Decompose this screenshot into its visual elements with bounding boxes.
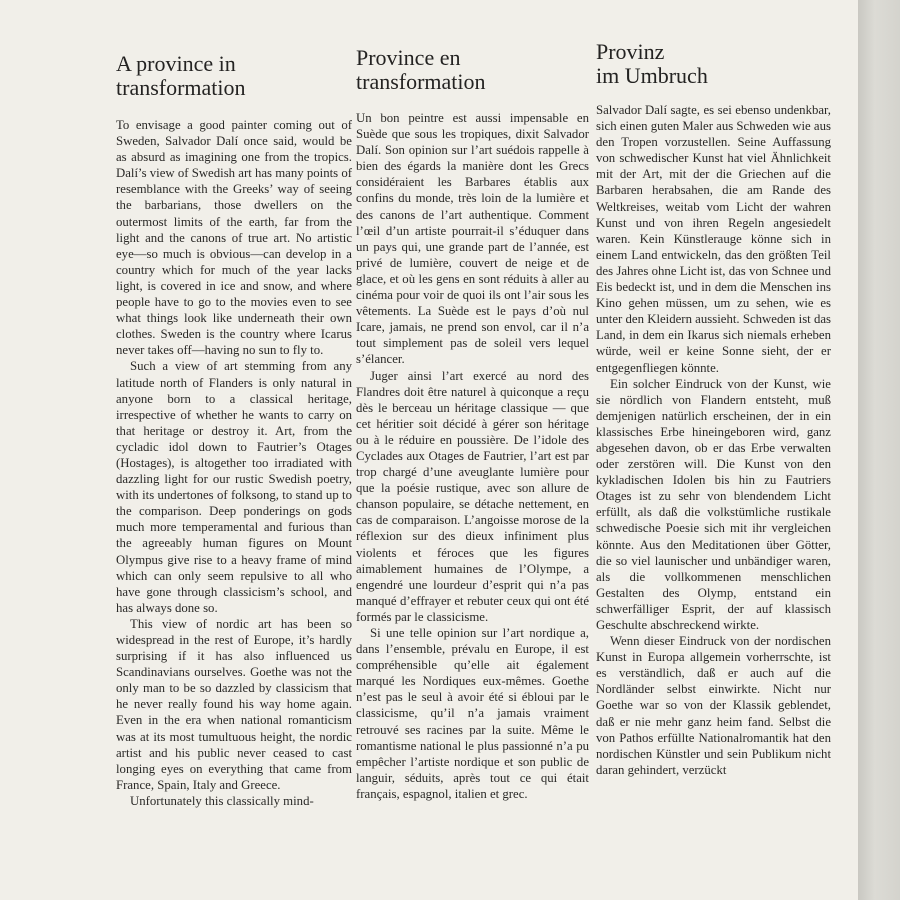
english-heading <box>116 52 352 100</box>
german-paragraph-1: Salvador Dalí sagte, es sei ebenso undenkbar, sich einen guten Maler aus Schweden wie aus den Tropen vorzustellen. Seine Auffassung von schwedischer Kunst hat viel Ähnlichkeit mit der Art, mit der die Griechen auf die Barbaren herabsahen, die am Rande des Weltkreises, weitab vom Licht der wahren Kunst und von ihren Regeln angesiedelt waren. Kein Künstlerauge könne sich in einem Land entwickeln, das den größten Teil des Jahres ohne Licht ist, das von Schnee und Eis bedeckt ist, und in dem die Menschen ins Kino gehen müssen, um zu sehen, wie es unter den Kleidern aussieht. Schweden ist das Land, in dem ein Ikarus sich niemals erheben würde, weil er keine Sonne sieht, der er entgegenfliegen könnte. <box>596 103 831 375</box>
german-paragraph-2: Ein solcher Eindruck von der Kunst, wie sie nördlich von Flandern entsteht, muß demjenigen natürlich erscheinen, der in ein klassisches Erbe hineingeboren wird, ganz abgesehen davon, ob er das Erbe verwalten oder zerstören will. Die Kunst von den kykladischen Idolen bis hin zu Fautriers Otages ist zu sehr von blendendem Licht erfüllt, als daß die volkstümliche rustikale schwedische Poesie sich mit ihr vergleichen könnte. Aus den Meditationen über Götter, die so viel launischer und unbändiger waren, als die vollkommenen menschlichen Gestalten des Olymp, entstand ein schwerfälliger Esprit, der auf klassisch Geschulte abschreckend wirkte. <box>596 376 831 632</box>
french-column <box>356 40 589 801</box>
english-paragraph-3: This view of nordic art has been so widespread in the rest of Europe, it’s hardly surprising if it has also influenced us Scandinavians ourselves. Goethe was not the only man to be so dazzled by classicism that he never really found his way home again. Even in the era when national romanticism was at its most tumultuous height, the nordic artist and his public never ceased to cast longing eyes on everything that came from France, Spain, Italy and Greece. <box>116 616 352 792</box>
french-heading-line1: Province en <box>356 45 461 70</box>
english-heading-line1: A province in <box>116 51 236 76</box>
german-column <box>596 39 831 777</box>
english-paragraph-1: To envisage a good painter coming out of Sweden, Salvador Dalí once said, would be as absurd as imagining one from the tropics. Dalí’s view of Swedish art has many points of resemblance with the Greeks’ way of seeing the barbarians, those dwellers on the outermost limits of the earth, far from the light and the canons of true art. No artistic eye—so much is obvious—can develop in a country which for much of the year lacks light, is covered in ice and snow, and where people have to go to the movies even to see what things look like underneath their own clothes. Sweden is the country where Icarus never takes off—having no sun to fly to. <box>116 118 352 358</box>
english-body <box>116 117 352 809</box>
english-paragraph-4: Unfortunately this classically mind- <box>130 793 314 808</box>
english-column <box>116 40 352 808</box>
page-edge <box>858 0 900 900</box>
french-paragraph-3: Si une telle opinion sur l’art nordique a, dans l’ensemble, prévalu en Europe, il est compréhensible qu’elle ait également marqué les Nordiques eux-mêmes. Goethe n’est pas le seul à avoir été si ébloui par le classicisme, qu’il n’a jamais vraiment retrouvé ses racines par la suite. Même le romantisme national le plus passionné n’a pu empêcher l’artiste nordique et son public de languir, séduits, après tout ce qui était français, espagnol, italien et grec. <box>356 626 589 801</box>
german-paragraph-3: Wenn dieser Eindruck von der nordischen Kunst in Europa allgemein vorherrschte, ist es verständlich, daß er auch auf die Nordländer selbst einwirkte. Nicht nur Goethe war so von der Klassik geblendet, daß er nie mehr ganz heim fand. Selbst die von Pathos erfüllte Nationalromantik hat den nordischen Künstler und sein Publikum nicht daran gehindert, verzückt <box>596 634 831 777</box>
german-heading <box>596 40 831 88</box>
french-heading <box>356 46 589 94</box>
french-paragraph-1: Un bon peintre est aussi impensable en Suède que sous les tropiques, dixit Salvador Dalí. Son opinion sur l’art suédois rappelle à bien des égards la manière dont les Grecs considéraient les Barbares établis aux confins du monde, très loin de la lumière et des canons de l’art authentique. Comment l’œil d’un artiste pourrait-il s’éduquer dans un pays qui, une grande part de l’année, est privé de lumière, couvert de neige et de glace, et où les gens en sont réduits à aller au cinéma pour voir de quoi ils ont l’air sous les vêtements. La Suède est le pays d’où nul Icare, jamais, ne prend son envol, car il n’a tout simplement pas de soleil vers lequel s’élancer. <box>356 111 589 367</box>
french-body <box>356 110 589 802</box>
german-heading-line1: Provinz <box>596 39 665 64</box>
french-heading-line2: transformation <box>356 69 486 94</box>
german-body <box>596 102 831 778</box>
english-paragraph-2: Such a view of art stemming from any latitude north of Flanders is only natural in anyone born to a classical heritage, irrespective of whether he wants to carry on that heritage or destroy it. Art, from the cycladic idol down to Fautrier’s Otages (Hostages), is altogether too irradiated with dazzling light for our rustic Swedish poetry, with its undertones of folksong, to stand up to the comparison. Deep ponderings on gods much more temperamental and furious than the agreeably human figures on Mount Olympus give rise to a heavy frame of mind which can only seem repulsive to all who have gone through classicism’s school, and has always done so. <box>116 359 352 615</box>
english-heading-line2: transformation <box>116 75 246 100</box>
german-heading-line2: im Umbruch <box>596 63 708 88</box>
french-paragraph-2: Juger ainsi l’art exercé au nord des Flandres doit être naturel à quiconque a reçu dès le berceau un héritage classique — que cet héritier soit décidé à gérer son héritage ou à le réduire en poussière. De l’idole des Cyclades aux Otages de Fautrier, l’art est par trop chargé d’une aveuglante lumière pour que la poésie rustique, avec son allure de chanson populaire, se détache nettement, en cas de comparaison. L’angoisse morose de la réflexion sur des dieux infiniment plus violents et féroces que les figures aimablement humaines de l’Olympe, a engendré une lourdeur d’esprit qui n’a pas manqué d’effrayer et rebuter ceux qui ont été formés par le classicisme. <box>356 368 589 624</box>
